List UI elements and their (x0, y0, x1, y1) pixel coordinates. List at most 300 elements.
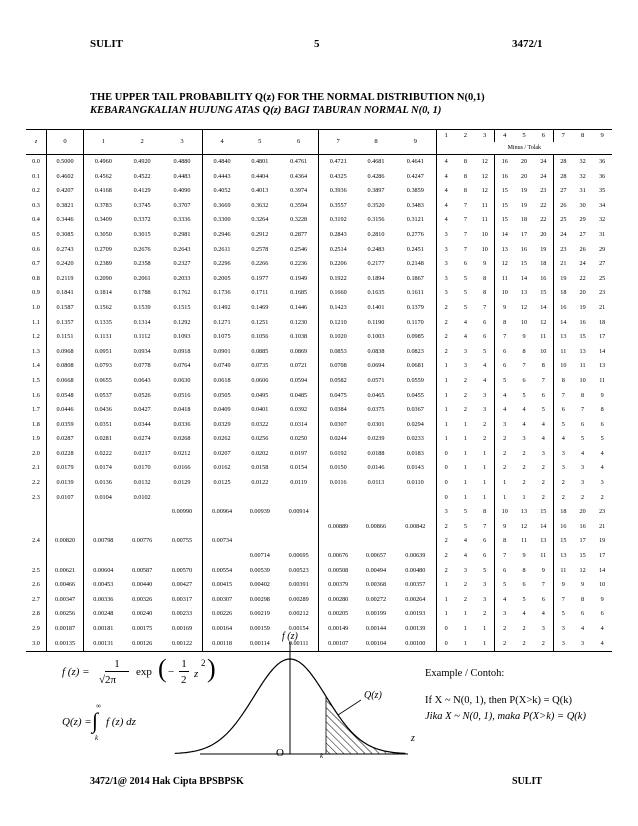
diff-cell: 15 (520, 260, 528, 268)
value-cell: 0.0139 (47, 476, 84, 491)
value-cell: 0.1131 (94, 333, 112, 341)
pdf-power: 2 (201, 658, 206, 668)
value-cell: 0.0262 (213, 435, 231, 443)
value-cell: 0.0495 (251, 391, 269, 399)
z-cell: 0.7 (26, 257, 47, 272)
value-cell: 0.3632 (251, 201, 269, 209)
diff-cell: 21 (599, 522, 606, 530)
value-cell: 0.0129 (162, 476, 203, 491)
diff-cell: 9 (581, 581, 585, 589)
value-cell: 0.3192 (329, 216, 347, 224)
value-cell: 0.1446 (279, 301, 319, 316)
value-cell: 0.0250 (279, 432, 319, 447)
diff-cell: 4 (463, 318, 467, 326)
diff-cell: 2 (444, 333, 448, 341)
diff-cell: 6 (475, 316, 495, 331)
diff-cell: 1 (522, 493, 526, 501)
value-cell: 0.0113 (367, 479, 385, 487)
value-cell: 0.00990 (162, 505, 203, 520)
diff-cell: 4 (444, 201, 448, 209)
diff-cell: 4 (592, 637, 612, 652)
value-cell: 0.2420 (47, 257, 84, 272)
diff-cell: 5 (475, 345, 495, 360)
diff-cell: 9 (600, 391, 604, 399)
value-cell: 0.4286 (367, 172, 385, 180)
diff-cell: 8 (522, 566, 526, 574)
value-cell: 0.2981 (162, 228, 203, 243)
value-cell: 0.00842 (395, 520, 436, 535)
pdf-half-den: 2 (181, 674, 187, 686)
value-cell: 0.2709 (94, 245, 112, 253)
diff-cell: 1 (463, 449, 467, 457)
diff-cell: 28 (560, 172, 567, 180)
value-cell: 0.0359 (47, 418, 84, 433)
z-cell: 2.9 (26, 622, 47, 637)
value-cell: 0.00233 (162, 607, 203, 622)
value-cell: 0.1210 (329, 318, 347, 326)
value-cell: 0.0268 (162, 432, 203, 447)
value-cell: 0.0329 (213, 420, 231, 428)
diff-cell: 16 (520, 245, 528, 253)
value-cell: 0.00964 (211, 508, 233, 516)
value-cell: 0.0162 (213, 464, 231, 472)
diff-cell: 2 (444, 537, 448, 545)
diff-cell: 15 (579, 552, 586, 560)
value-cell: 0.00776 (132, 537, 153, 545)
value-cell: 0.3936 (329, 187, 347, 195)
value-cell: 0.2810 (367, 230, 385, 238)
value-cell: 0.00427 (162, 578, 203, 593)
diff-cell: 6 (600, 610, 604, 618)
value-cell: 0.0116 (329, 479, 347, 487)
diff-cell: 8 (475, 505, 495, 520)
value-cell: 0.0154 (279, 461, 319, 476)
value-cell: 0.0307 (329, 420, 347, 428)
z-cell: 0.4 (26, 213, 47, 228)
diff-cell: 2 (444, 566, 448, 574)
diff-cell: 1 (475, 491, 495, 506)
diff-cell: 2 (475, 607, 495, 622)
value-cell: 0.1038 (279, 330, 319, 345)
value-cell: 0.1711 (251, 289, 269, 297)
value-cell: 0.1660 (329, 289, 347, 297)
diff-cell: 1 (463, 420, 467, 428)
value-cell: 0.3050 (94, 230, 112, 238)
z-cell: 1.6 (26, 389, 47, 404)
diff-cell: 4 (475, 359, 495, 374)
col-header: 7 (319, 130, 357, 155)
diff-cell: 23 (560, 245, 567, 253)
diff-cell: 4 (534, 607, 554, 622)
diff-cell: 10 (520, 318, 528, 326)
diff-cell: 4 (503, 391, 507, 399)
value-cell: 0.0618 (213, 376, 231, 384)
value-cell: 0.00100 (395, 637, 436, 652)
value-cell: 0.3859 (395, 184, 436, 199)
value-cell: 0.0322 (251, 420, 269, 428)
value-cell: 0.00587 (132, 566, 153, 574)
diff-cell: 13 (501, 245, 508, 253)
diff-cell: 4 (444, 158, 448, 165)
pdf-exp: exp (136, 666, 152, 678)
value-cell: 0.1977 (251, 274, 269, 282)
value-cell: 0.0102 (133, 493, 151, 501)
z-cell: 0.8 (26, 272, 47, 287)
diff-cell: 31 (579, 187, 586, 195)
col-header: 6 (279, 130, 319, 155)
diff-cell: 30 (579, 201, 586, 209)
value-cell: 0.4920 (133, 158, 151, 165)
diff-cell: 10 (534, 345, 554, 360)
diff-cell: 16 (501, 158, 508, 165)
diff-cell: 4 (444, 172, 448, 180)
diff-cell: 4 (581, 449, 585, 457)
pdf-lparen: ( (158, 654, 167, 683)
value-cell: 0.0869 (279, 345, 319, 360)
value-cell: 0.4443 (213, 172, 231, 180)
diff-cell: 13 (520, 289, 528, 297)
diff-cell: 14 (599, 347, 606, 355)
z-cell: 2.6 (26, 578, 47, 593)
diff-header: 6 (534, 130, 554, 143)
diff-cell: 7 (503, 333, 507, 341)
diff-cell: 2 (522, 449, 526, 457)
value-cell: 0.0465 (367, 391, 385, 399)
diff-cell: 3 (475, 578, 495, 593)
diff-cell: 12 (520, 522, 528, 530)
q-integrand: f (z) dz (106, 716, 136, 728)
z-cell: 0.2 (26, 184, 47, 199)
value-cell: 0.4641 (395, 155, 436, 170)
value-cell: 0.4247 (395, 170, 436, 185)
value-cell: 0.0505 (213, 391, 231, 399)
value-cell: 0.0336 (162, 418, 203, 433)
pdf-minus: − (168, 666, 175, 678)
diff-cell: 7 (463, 245, 467, 253)
diff-cell: 8 (581, 391, 585, 399)
value-cell: 0.0375 (367, 406, 385, 414)
diff-cell: 1 (444, 581, 448, 589)
z-cell: 1.8 (26, 418, 47, 433)
value-cell: 0.0239 (367, 435, 385, 443)
diff-cell: 2 (561, 493, 565, 501)
value-cell: 0.4602 (47, 170, 84, 185)
diff-cell: 1 (463, 625, 467, 632)
value-cell: 0.0110 (395, 476, 436, 491)
value-cell: 0.0721 (279, 359, 319, 374)
value-cell: 0.0274 (133, 435, 151, 443)
diff-cell: 5 (581, 435, 585, 443)
value-cell: 0.4404 (251, 172, 269, 180)
diff-cell: 3 (463, 362, 467, 370)
pdf-numerator: 1 (105, 658, 129, 672)
diff-cell: 3 (561, 464, 565, 472)
diff-cell: 5 (561, 610, 565, 618)
value-cell: 0.0485 (279, 389, 319, 404)
diff-cell: 12 (475, 184, 495, 199)
value-cell: 0.1020 (329, 333, 347, 341)
pdf-lhs: f (z) = (62, 666, 90, 678)
diff-cell: 11 (475, 213, 495, 228)
value-cell: 0.0918 (162, 345, 203, 360)
value-cell: 0.00164 (211, 625, 233, 632)
diff-cell: 14 (534, 520, 554, 535)
value-cell: 0.3228 (279, 213, 319, 228)
diff-cell: 2 (503, 625, 507, 632)
diff-cell: 12 (475, 155, 495, 170)
value-cell: 0.00336 (93, 595, 114, 603)
value-cell: 0.1949 (279, 272, 319, 287)
z-cell: 0.0 (26, 155, 47, 170)
value-cell: 0.2578 (251, 245, 269, 253)
value-cell: 0.0351 (94, 420, 112, 428)
value-cell: 0.00289 (279, 593, 319, 608)
value-cell: 0.00755 (162, 534, 203, 549)
diff-cell: 2 (463, 581, 467, 589)
value-cell: 0.00118 (203, 637, 241, 652)
diff-cell: 11 (579, 362, 586, 370)
pdf-z: z (194, 668, 199, 680)
value-cell: 0.4052 (213, 187, 231, 195)
diff-cell: 7 (581, 406, 585, 414)
value-cell: 0.0823 (395, 345, 436, 360)
value-cell: 0.0968 (47, 345, 84, 360)
diff-cell: 16 (560, 522, 567, 530)
diff-cell: 2 (475, 432, 495, 447)
diff-cell: 20 (579, 289, 586, 297)
value-cell: 0.4522 (133, 172, 151, 180)
value-cell: 0.1112 (133, 333, 151, 341)
value-cell: 0.0217 (133, 449, 151, 457)
col-header: 3 (162, 130, 203, 155)
value-cell: 0.00307 (211, 595, 233, 603)
value-cell: 0.00554 (211, 566, 233, 574)
diff-cell: 1 (463, 464, 467, 472)
diff-cell: 9 (522, 333, 526, 341)
diff-cell: 18 (534, 257, 554, 272)
value-cell: 0.2743 (47, 243, 84, 258)
value-cell: 0.1736 (213, 289, 231, 297)
value-cell: 0.3745 (133, 201, 151, 209)
value-cell: 0.00415 (211, 581, 233, 589)
diff-cell: 5 (503, 581, 507, 589)
diff-cell: 5 (463, 303, 467, 311)
diff-cell: 7 (534, 578, 554, 593)
diff-cell: 31 (599, 230, 606, 238)
value-cell: 0.1841 (47, 286, 84, 301)
diff-cell: 2 (444, 347, 448, 355)
diff-cell: 13 (520, 508, 528, 516)
value-cell: 0.2296 (213, 260, 231, 268)
diff-cell: 3 (475, 403, 495, 418)
diff-cell: 11 (475, 199, 495, 214)
diff-cell: 4 (503, 406, 507, 414)
q-lhs: Q(z) = (62, 716, 92, 728)
value-cell: 0.3264 (251, 216, 269, 224)
diff-cell: 1 (463, 479, 467, 487)
value-cell: 0.00272 (365, 595, 387, 603)
diff-cell: 2 (503, 464, 507, 472)
diff-cell: 2 (514, 637, 534, 652)
value-cell: 0.4325 (329, 172, 347, 180)
header-code: 3472/1 (512, 38, 543, 50)
pdf-rparen: ) (207, 654, 216, 683)
diff-cell: 3 (444, 260, 448, 268)
value-cell: 0.3121 (395, 213, 436, 228)
diff-cell: 0 (444, 449, 448, 457)
diff-cell: 2 (503, 435, 507, 443)
value-cell: 0.0901 (213, 347, 231, 355)
diff-header: 5 (514, 130, 534, 143)
z-cell: 2.7 (26, 593, 47, 608)
value-cell: 0.2389 (94, 260, 112, 268)
value-cell: 0.0107 (47, 491, 84, 506)
diff-cell: 6 (475, 549, 495, 564)
diff-cell: 7 (561, 391, 565, 399)
value-cell: 0.00169 (162, 622, 203, 637)
area-label: Q(z) (364, 690, 382, 701)
value-cell: 0.0166 (162, 461, 203, 476)
value-cell: 0.00226 (211, 610, 233, 618)
value-cell: 0.1814 (94, 289, 112, 297)
value-cell: 0.00135 (47, 637, 84, 652)
value-cell: 0.4168 (94, 187, 112, 195)
value-cell: 0.00798 (93, 537, 114, 545)
value-cell: 0.1056 (251, 333, 269, 341)
value-cell: 0.4483 (162, 170, 203, 185)
value-cell: 0.0143 (395, 461, 436, 476)
value-cell: 0.0548 (47, 389, 84, 404)
diff-cell: 6 (581, 610, 585, 618)
diff-cell: 6 (475, 330, 495, 345)
value-cell: 0.3483 (395, 199, 436, 214)
col-header: 9 (395, 130, 436, 155)
diff-cell: 5 (503, 376, 507, 384)
value-cell: 0.00248 (93, 610, 114, 618)
diff-cell: 3 (463, 566, 467, 574)
value-cell: 0.2676 (133, 245, 151, 253)
diff-cell: 8 (503, 537, 507, 545)
diff-cell: 17 (599, 333, 606, 341)
diff-cell: 3 (463, 347, 467, 355)
diff-cell: 2 (463, 391, 467, 399)
value-cell: 0.00453 (93, 581, 114, 589)
value-cell: 0.0418 (162, 403, 203, 418)
z-cell: 0.3 (26, 199, 47, 214)
value-cell: 0.0183 (395, 447, 436, 462)
value-cell: 0.3156 (367, 216, 385, 224)
diff-cell: 5 (463, 508, 467, 516)
value-cell: 0.3974 (279, 184, 319, 199)
diff-cell: 3 (444, 245, 448, 253)
diff-cell: 32 (579, 158, 586, 165)
diff-cell: 3 (561, 449, 565, 457)
value-cell: 0.3336 (162, 213, 203, 228)
diff-cell: 0 (444, 479, 448, 487)
value-cell: 0.0367 (395, 403, 436, 418)
diff-cell: 35 (599, 187, 606, 195)
diff-cell: 11 (501, 274, 508, 282)
diff-cell: 36 (599, 172, 606, 180)
value-cell: 0.2514 (329, 245, 347, 253)
value-cell: 0.0838 (367, 347, 385, 355)
diff-cell: 0 (444, 493, 448, 501)
value-cell: 0.0179 (47, 461, 84, 476)
value-cell: 0.2177 (367, 260, 385, 268)
value-cell: 0.0244 (329, 435, 347, 443)
diff-cell: 17 (599, 552, 606, 560)
diff-cell: 1 (475, 622, 495, 637)
diff-cell: 8 (475, 286, 495, 301)
diff-cell: 3 (581, 464, 585, 472)
diff-cell: 2 (534, 461, 554, 476)
value-cell: 0.00154 (279, 622, 319, 637)
value-cell: 0.0344 (133, 420, 151, 428)
z-cell: 1.2 (26, 330, 47, 345)
value-cell: 0.00139 (395, 622, 436, 637)
diff-cell: 9 (522, 552, 526, 560)
diff-cell: 4 (522, 406, 526, 414)
z-cell: 1.9 (26, 432, 47, 447)
z-cell: 1.5 (26, 374, 47, 389)
value-cell: 0.2266 (251, 260, 269, 268)
value-cell: 0.00676 (328, 552, 349, 560)
diff-cell: 6 (534, 389, 554, 404)
diff-cell: 17 (520, 230, 528, 238)
value-cell: 0.0571 (367, 376, 385, 384)
value-cell: 0.00326 (132, 595, 153, 603)
diff-cell: 9 (503, 522, 507, 530)
value-cell: 0.00391 (279, 578, 319, 593)
footer-copyright: 3472/1@ 2014 Hak Cipta BPSBPSK (90, 776, 244, 787)
z-cell: 1.4 (26, 359, 47, 374)
diff-cell: 1 (444, 420, 448, 428)
diff-cell: 2 (522, 625, 526, 632)
z-header: z (26, 130, 47, 155)
value-cell: 0.0475 (329, 391, 347, 399)
diff-cell: 1 (475, 476, 495, 491)
diff-cell: 3 (573, 637, 593, 652)
diff-cell: 28 (560, 158, 567, 165)
diff-cell: 2 (561, 479, 565, 487)
diff-cell: 16 (534, 272, 554, 287)
diff-cell: 1 (444, 362, 448, 370)
diff-cell: 2 (463, 376, 467, 384)
value-cell: 0.00149 (328, 625, 349, 632)
diff-cell: 12 (579, 566, 586, 574)
diff-cell: 13 (599, 362, 606, 370)
value-cell: 0.4562 (94, 172, 112, 180)
value-cell: 0.00357 (395, 578, 436, 593)
value-cell: 0.00480 (395, 564, 436, 579)
diff-cell: 3 (444, 508, 448, 516)
diff-cell: 1 (475, 447, 495, 462)
diff-cell: 7 (534, 374, 554, 389)
value-cell: 0.0594 (279, 374, 319, 389)
diff-cell: 25 (560, 216, 567, 224)
diff-cell: 4 (444, 216, 448, 224)
diff-cell: 3 (475, 389, 495, 404)
diff-cell: 0 (436, 637, 456, 652)
value-cell: 0.0158 (251, 464, 269, 472)
diff-cell: 4 (463, 333, 467, 341)
value-cell: 0.00494 (365, 566, 387, 574)
value-cell: 0.00466 (47, 578, 84, 593)
diff-cell: 1 (444, 595, 448, 603)
diff-header: 8 (573, 130, 593, 143)
value-cell: 0.2776 (395, 228, 436, 243)
value-cell: 0.3897 (367, 187, 385, 195)
